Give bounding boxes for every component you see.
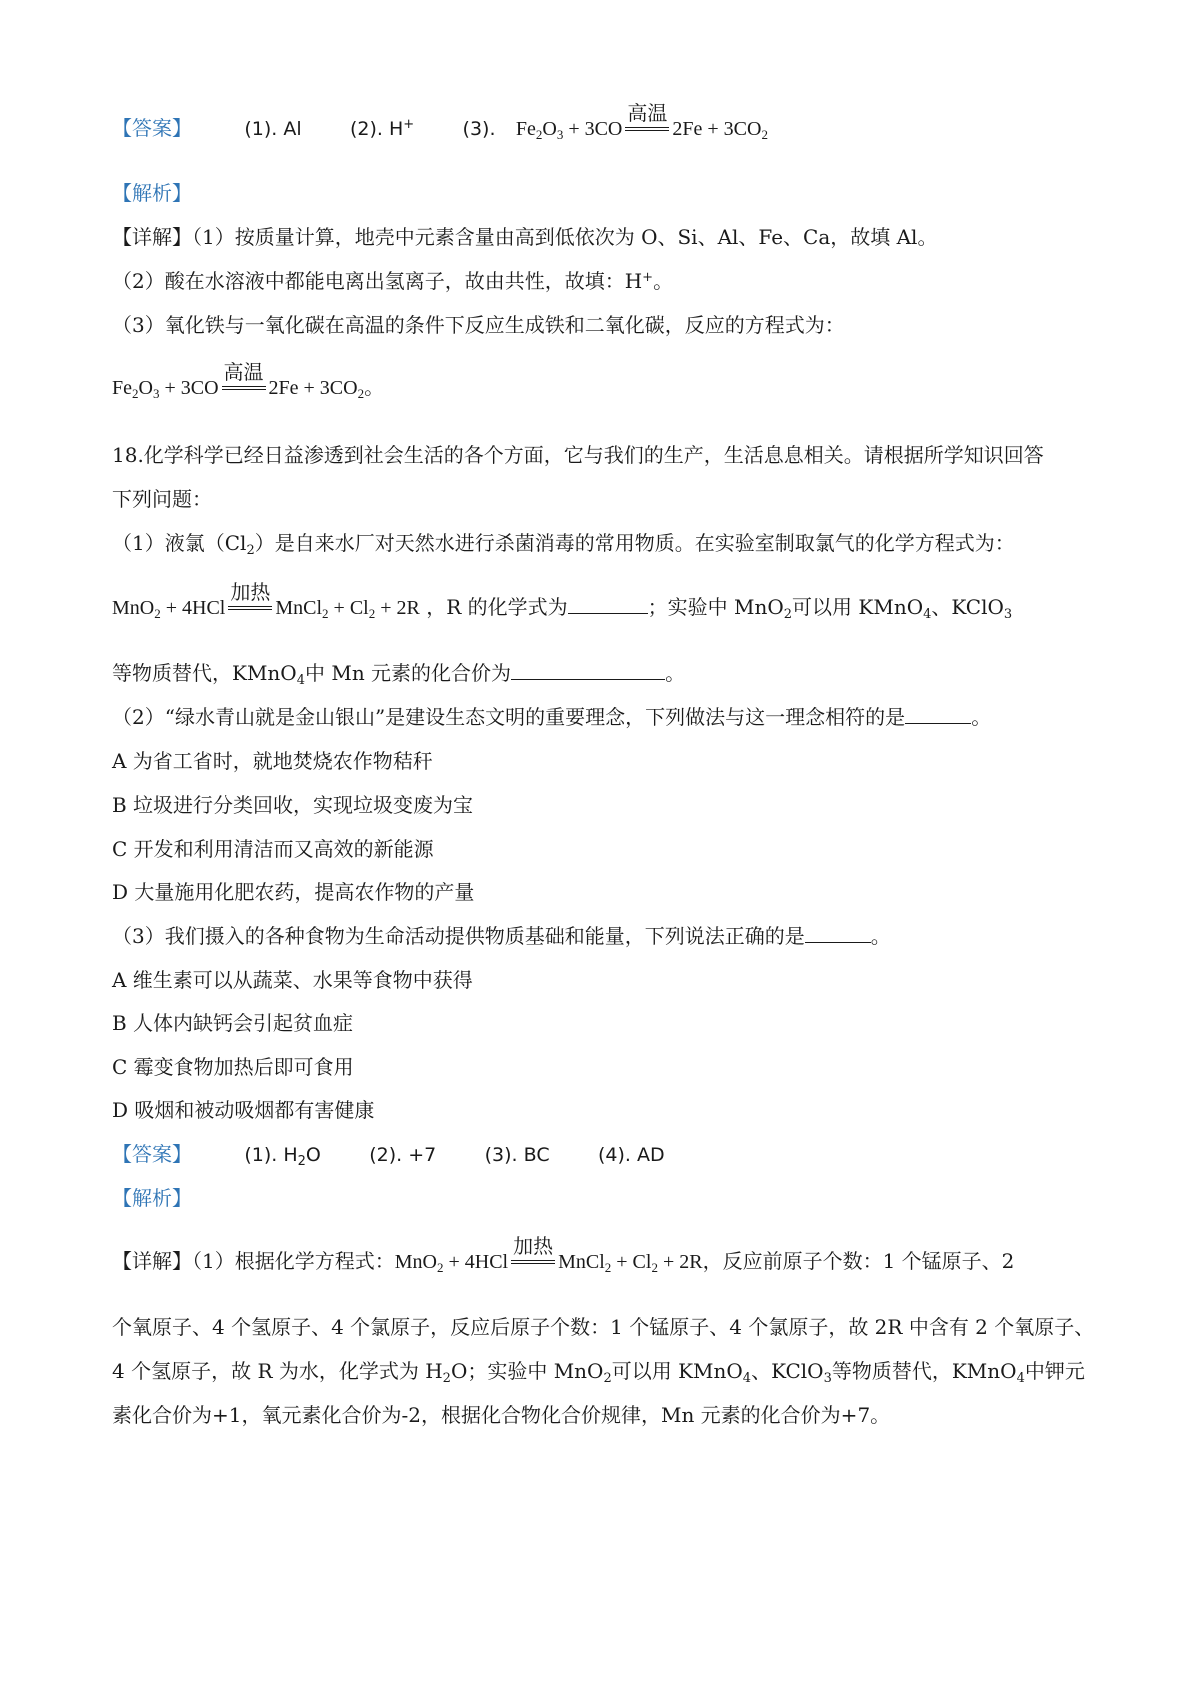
detail-text-1: （1）按质量计算，地壳中元素含量由高到低依次为 O、Si、Al、Fe、Ca，故填 Al。 <box>192 225 938 249</box>
reaction-condition: 加热 <box>513 1234 554 1259</box>
equation-fe2o3-co-2: $Fe_2O_3 + 3CO$ 高温 $2Fe + 3CO_2$ <box>112 360 365 401</box>
q18-part2-stem <box>112 702 1100 732</box>
q18-stem-line1 <box>112 440 1100 470</box>
q18-detail-text-d: O；实验中 MnO <box>450 1359 604 1383</box>
reaction-condition: 高温 <box>223 360 264 385</box>
q18-part3-stem <box>112 921 1100 951</box>
q18-p1-text-f: 、KClO <box>931 595 1004 619</box>
answer-item-3: (3). BC <box>484 1144 550 1166</box>
answer-label: 【答案】 <box>112 116 192 140</box>
detail-text-2: （2）酸在水溶液中都能电离出氢离子，故由共性，故填：H <box>112 269 643 293</box>
q18-part1-line1: （1）液氯$(Cl_2)$是自来水厂对天然水进行杀菌消毒的常用物质。在实验室制取氯气的化学方程式为： <box>112 531 1015 558</box>
q18-p1-text-i: 。 <box>665 661 686 685</box>
q18-detail-line3: 4 个氢原子，故 R 为水，化学式为 $H_2O$；实验中 MnO$_2$可以用 KMnO$_4$、KClO$_3$等物质替代，KMnO$_4$中钾元 <box>112 1359 1085 1386</box>
q18-detail-text-g: 等物质替代，KMnO <box>831 1359 1017 1383</box>
answer-item-2: (2). +7 <box>369 1144 437 1166</box>
q18-part1-line3: 等物质替代，KMnO$_4$中 Mn 元素的化合价为 。 <box>112 661 686 688</box>
q18-detail-text-c: 4 个氢原子，故 R 为水，化学式为 H <box>112 1359 443 1383</box>
q18-p3-option-a: A 维生素可以从蔬菜、水果等食物中获得 <box>112 968 473 992</box>
answer-item-1: (1). $H_2O$ <box>244 1144 321 1169</box>
q18-detail-line1 <box>112 1234 1100 1277</box>
answer-blank-1[interactable] <box>568 595 648 614</box>
q18-p2-end: 。 <box>971 705 992 729</box>
reaction-condition: 加热 <box>230 580 271 605</box>
q18-stem-text-1: 18.化学科学已经日益渗透到社会生活的各个方面，它与我们的生产，生活息息相关。请根据所学知识回答 <box>112 443 1044 467</box>
answer-line-18 <box>112 1139 1100 1170</box>
detail-text-2-end: 。 <box>653 269 674 293</box>
q18-p1-text-a: （1）液氯（Cl <box>112 531 247 555</box>
equation-line-17 <box>112 360 1100 403</box>
q18-p1-text-d: ；实验中 MnO <box>647 595 784 619</box>
q18-detail-text-a: （1）根据化学方程式： <box>192 1249 395 1273</box>
reaction-arrow <box>511 1234 555 1268</box>
q18-detail-text-f: 、KClO <box>751 1359 824 1383</box>
q18-detail-text-b: ，反应前原子个数：1 个锰原子、2 <box>702 1249 1015 1273</box>
q18-p2-option-a: A 为省工省时，就地焚烧农作物秸秆 <box>112 749 433 773</box>
answer-label: 【答案】 <box>112 1142 192 1166</box>
answer-item-1-text: (1). H <box>244 1144 298 1166</box>
answer-item-1: (1). Al <box>244 118 302 140</box>
equation-mno2-hcl: MnO$_2$ + 4HCl 加热 MnCl$_2$ + $Cl_2 + 2R$ <box>112 580 420 621</box>
answer-item-3: (3). <box>462 118 496 140</box>
q18-detail-text-e: 可以用 KMnO <box>611 1359 743 1383</box>
q18-p3-text: （3）我们摄入的各种食物为生命活动提供物质基础和能量，下列说法正确的是 <box>112 924 805 948</box>
q18-p3-end: 。 <box>870 924 891 948</box>
q18-p2-option-d: D 大量施用化肥农药，提高农作物的产量 <box>112 880 475 904</box>
answer-blank-2[interactable] <box>511 661 665 680</box>
q18-detail-text-h: 中钾元 <box>1024 1359 1085 1383</box>
answer-item-4: (4). AD <box>597 1144 665 1166</box>
q18-part1-equation-line: MnO$_2$ + 4HCl 加热 MnCl$_2$ + $Cl_2 + 2R$ ，R 的化学式为 ；实验中 MnO$_2$可以用 KMnO$_4$、KClO$_3$ <box>112 580 1013 622</box>
detail-line-1 <box>112 222 1100 252</box>
answer-item-2 <box>350 114 414 144</box>
q18-p1-text-g: 等物质替代，KMnO <box>112 661 297 685</box>
detail-line-2 <box>112 266 1100 296</box>
q18-detail-line4: 素化合价为+1，氧元素化合价为-2，根据化合物化合价规律，Mn 元素的化合价为+7。 <box>112 1403 891 1427</box>
analysis-label: 【解析】 <box>112 1186 192 1210</box>
detail-text-3: （3）氧化铁与一氧化碳在高温的条件下反应生成铁和二氧化碳，反应的方程式为： <box>112 313 845 337</box>
reaction-condition: 高温 <box>627 101 668 126</box>
q18-p1-text-e: 可以用 KMnO <box>792 595 924 619</box>
q18-p1-text-c: ，R 的化学式为 <box>426 595 568 619</box>
reaction-arrow <box>222 360 266 394</box>
q18-p3-option-c: C 霉变食物加热后即可食用 <box>112 1055 354 1079</box>
q18-p1-text-h: 中 Mn 元素的化合价为 <box>304 661 512 685</box>
equation-fe2o3-co: $Fe_2O_3 + 3CO$ 高温 $2Fe + 3CO_2$ <box>515 101 768 142</box>
detail-text-2-sup: + <box>642 270 654 285</box>
reaction-arrow <box>625 101 669 135</box>
q18-stem-text-2: 下列问题： <box>112 487 212 511</box>
period: 。 <box>364 375 385 399</box>
q18-p2-text: （2）“绿水青山就是金山银山”是建设生态文明的重要理念，下列做法与这一理念相符的是 <box>112 705 906 729</box>
q18-stem-line2 <box>112 484 1100 514</box>
q18-p2-option-b: B 垃圾进行分类回收，实现垃圾变废为宝 <box>112 793 474 817</box>
analysis-heading-18 <box>112 1183 1100 1213</box>
q18-detail-line2: 个氧原子、4 个氢原子、4 个氯原子，反应后原子个数：1 个锰原子、4 个氯原子，故 2R 中含有 2 个氧原子、 <box>112 1315 1095 1339</box>
q18-p2-option-c: C 开发和利用清洁而又高效的新能源 <box>112 837 434 861</box>
answer-item-2-sup: + <box>403 117 415 132</box>
detail-label: 【详解】 <box>112 225 192 249</box>
answer-item-2-text: (2). H <box>350 118 404 140</box>
answer-item-1-end: O <box>305 1144 321 1166</box>
q18-p3-option-d: D 吸烟和被动吸烟都有害健康 <box>112 1098 375 1122</box>
equation-mno2-hcl-2: MnO$_2$ + 4HCl 加热 MnCl$_2$ + $Cl_2 + 2R$ <box>394 1234 703 1275</box>
q18-p1-text-b: ）是自来水厂对天然水进行杀菌消毒的常用物质。在实验室制取氯气的化学方程式为： <box>254 531 1015 555</box>
analysis-heading-17 <box>112 178 1100 208</box>
detail-label: 【详解】 <box>112 1249 192 1273</box>
answer-blank-4[interactable] <box>805 924 871 943</box>
reaction-arrow <box>228 580 272 614</box>
q18-p3-option-b: B 人体内缺钙会引起贫血症 <box>112 1011 354 1035</box>
detail-line-3 <box>112 310 1100 340</box>
answer-line-17 <box>112 101 1100 144</box>
analysis-label: 【解析】 <box>112 181 192 205</box>
answer-blank-3[interactable] <box>905 705 971 724</box>
